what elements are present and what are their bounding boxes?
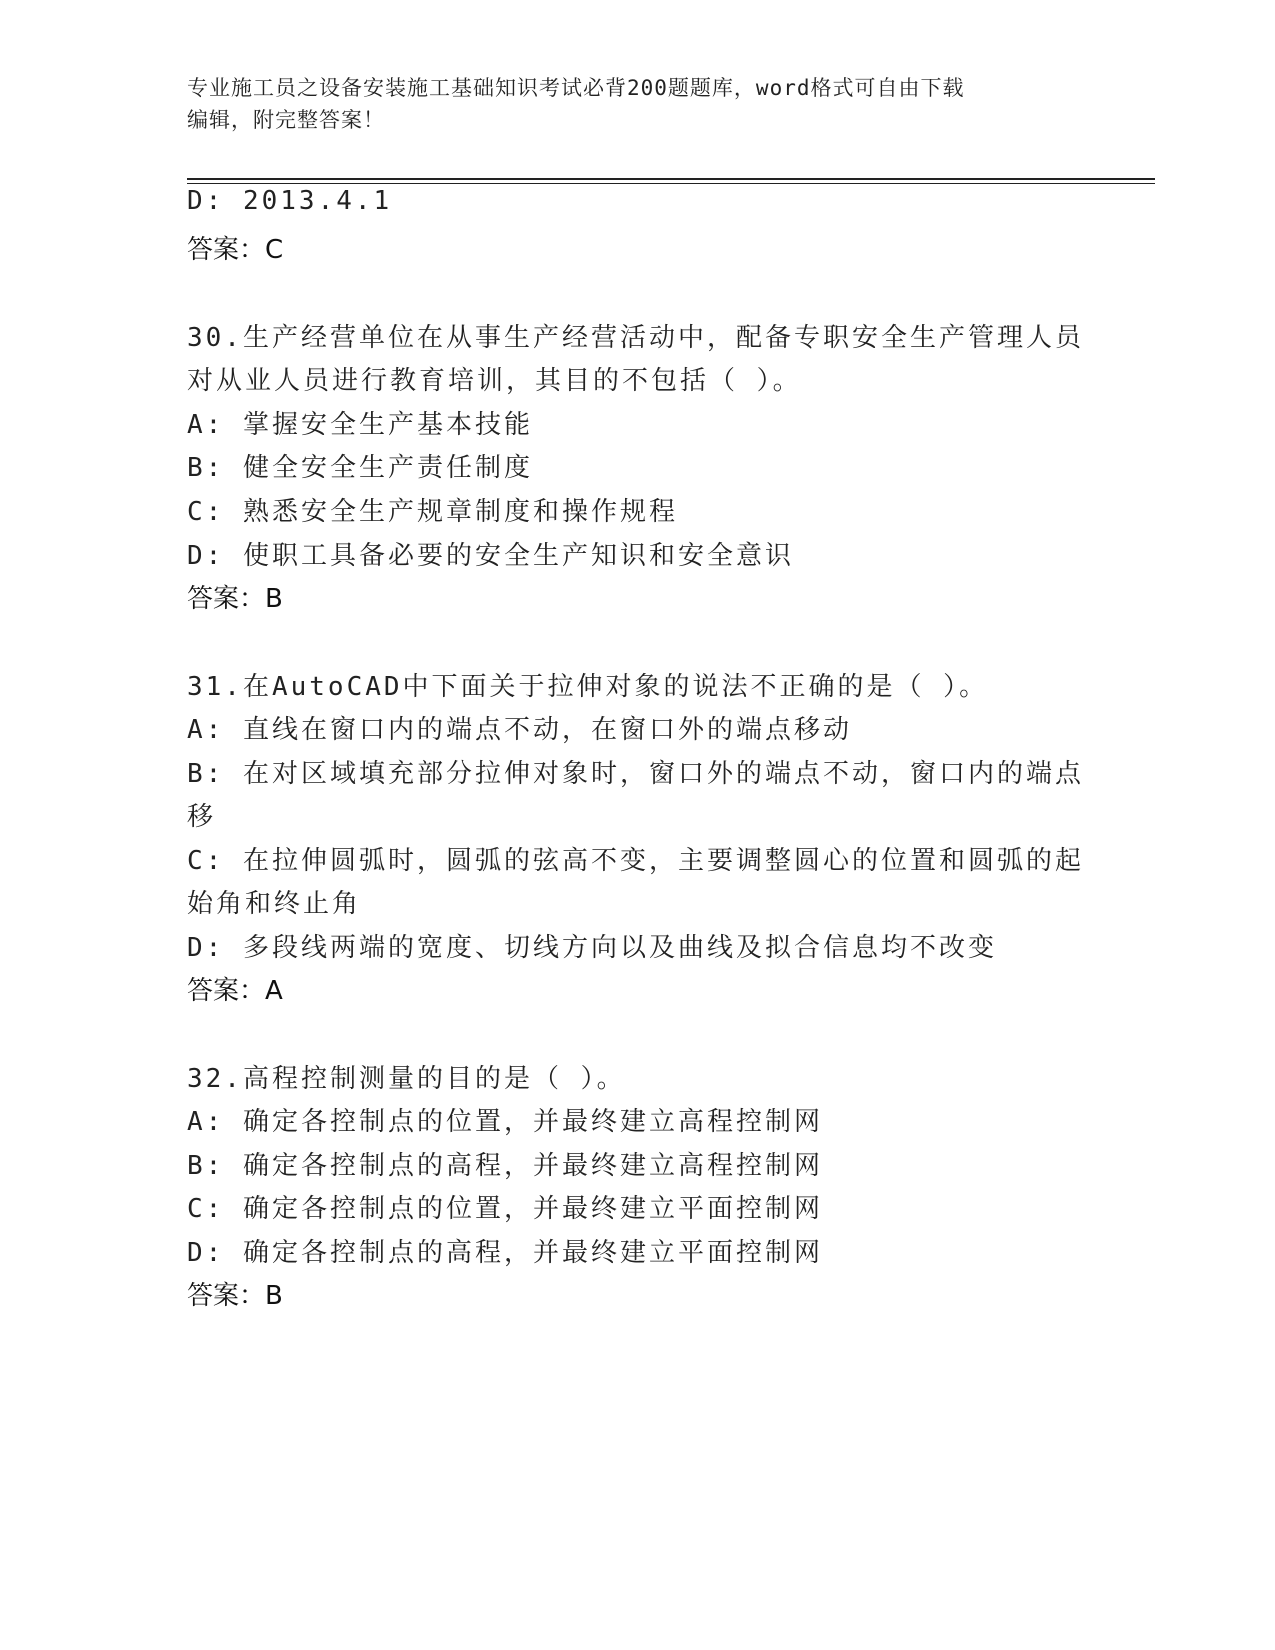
- q31-stem: 31.在AutoCAD中下面关于拉伸对象的说法不正确的是（ ）。: [187, 672, 989, 702]
- q31-option-c-line1: C: 在拉伸圆弧时，圆弧的弦高不变，主要调整圆心的位置和圆弧的起: [187, 846, 1084, 876]
- document-header: [187, 72, 1067, 136]
- header-rule-thin: [187, 183, 1155, 184]
- header-title-line1: 专业施工员之设备安装施工基础知识考试必背200题题库，word格式可自由下载: [187, 76, 965, 100]
- q31-option-b-line1: B: 在对区域填充部分拉伸对象时，窗口外的端点不动，窗口内的端点: [187, 759, 1084, 789]
- q32-stem: 32.高程控制测量的目的是（ ）。: [187, 1064, 626, 1094]
- q31-option-b-line2: 移: [187, 802, 217, 832]
- q30-stem-line1: 30.生产经营单位在从事生产经营活动中，配备专职安全生产管理人员: [187, 323, 1084, 353]
- q32-option-a: A: 确定各控制点的位置，并最终建立高程控制网: [187, 1107, 823, 1137]
- prev-option-d: D: 2013.4.1: [187, 186, 393, 216]
- q32-option-d: D: 确定各控制点的高程，并最终建立平面控制网: [187, 1238, 823, 1268]
- q31-option-a: A: 直线在窗口内的端点不动，在窗口外的端点移动: [187, 715, 852, 745]
- q32-option-b: B: 确定各控制点的高程，并最终建立高程控制网: [187, 1151, 823, 1181]
- q31-answer: 答案：A: [187, 976, 283, 1006]
- header-rule-thick: [187, 178, 1155, 180]
- q30-option-c: C: 熟悉安全生产规章制度和操作规程: [187, 497, 678, 527]
- q31-option-d: D: 多段线两端的宽度、切线方向以及曲线及拟合信息均不改变: [187, 933, 997, 963]
- prev-answer: 答案：C: [187, 235, 284, 265]
- q32-option-c: C: 确定各控制点的位置，并最终建立平面控制网: [187, 1194, 823, 1224]
- q31-option-c-line2: 始角和终止角: [187, 889, 362, 919]
- q30-stem-line2: 对从业人员进行教育培训，其目的不包括（ ）。: [187, 366, 802, 396]
- header-title-line2: 编辑，附完整答案！: [187, 108, 385, 132]
- q32-answer: 答案：B: [187, 1281, 283, 1311]
- q30-option-a: A: 掌握安全生产基本技能: [187, 410, 533, 440]
- q30-option-b: B: 健全安全生产责任制度: [187, 453, 533, 483]
- q30-answer: 答案：B: [187, 584, 283, 614]
- q30-option-d: D: 使职工具备必要的安全生产知识和安全意识: [187, 541, 794, 571]
